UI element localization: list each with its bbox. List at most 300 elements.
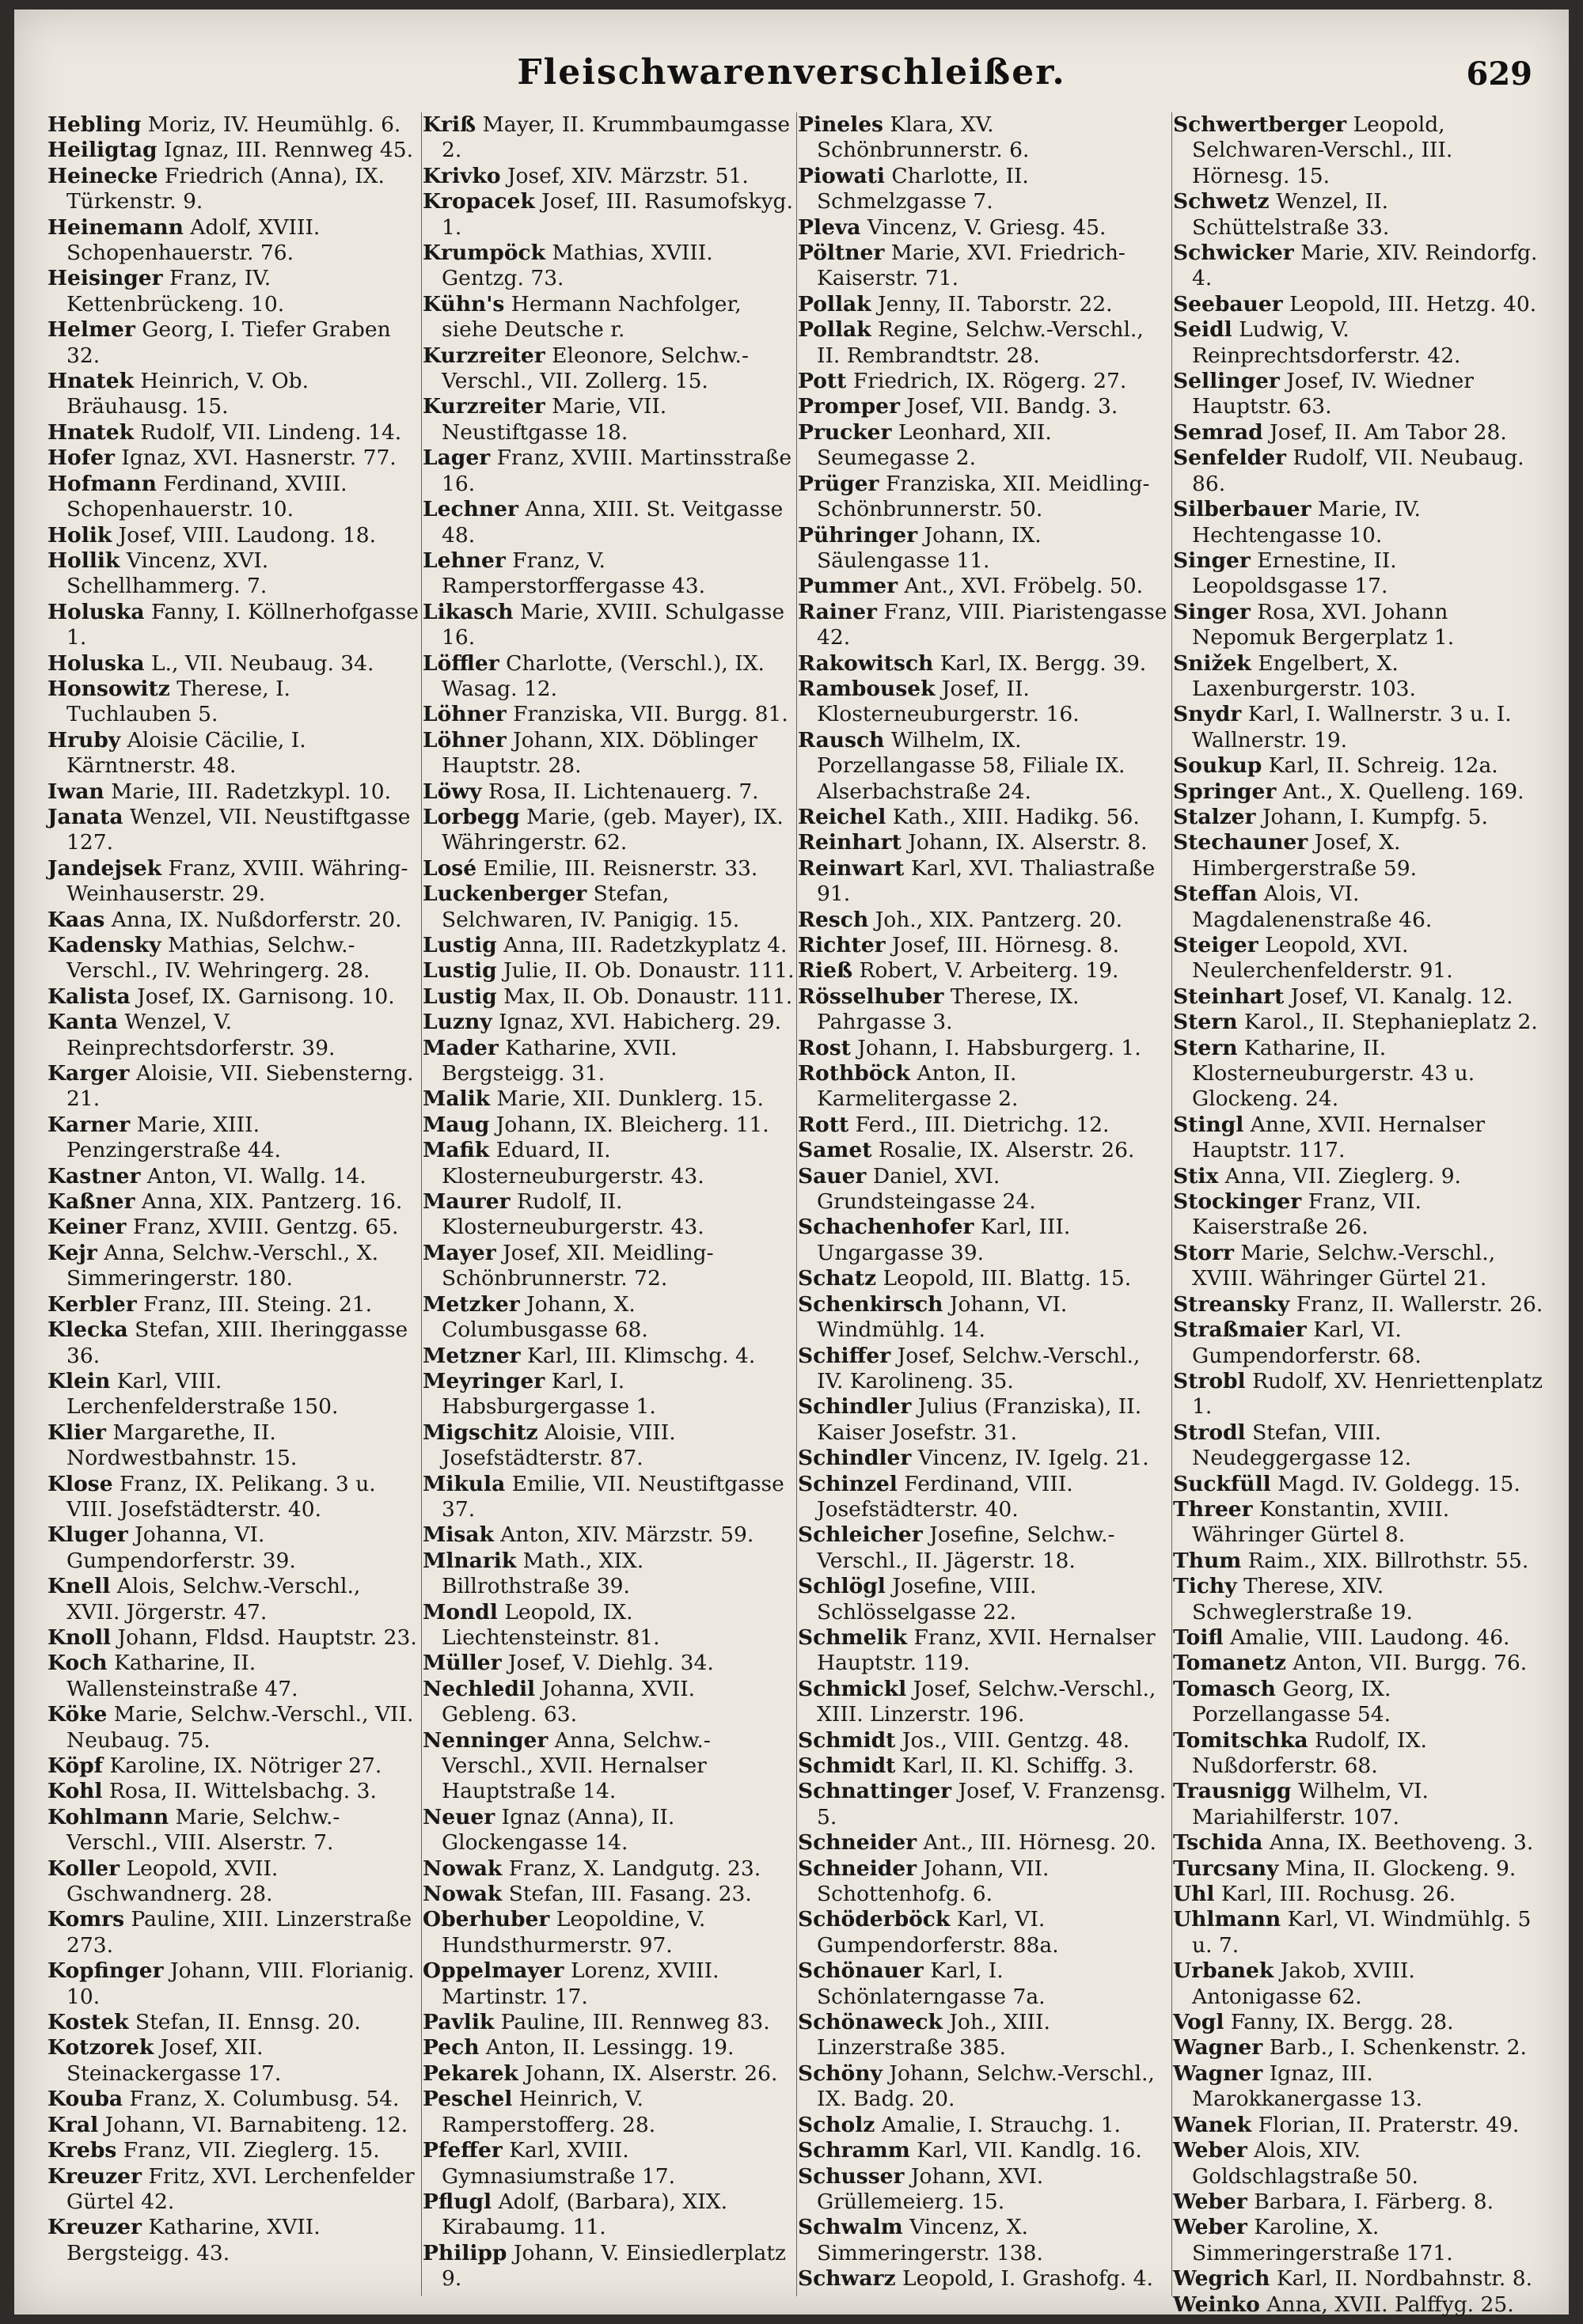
directory-entry [47,805,419,856]
entry-details: Fanny, I. Köllnerhofgasse 1. [66,599,419,650]
directory-entry [423,1420,795,1472]
directory-entry [798,1830,1170,1856]
directory-entry [1173,984,1545,1010]
directory-entry [798,420,1170,472]
entry-details: Anton, VII. Burgg. 76. [1293,1651,1528,1676]
directory-entry [798,1753,1170,1779]
entry-details: Josef, XII. Meidling-Schönbrunnerstr. 72. [442,1240,714,1291]
entry-name: Nechledil [423,1676,536,1701]
entry-details: Franz, XVIII. Währing-Weinhauserstr. 29. [66,855,408,907]
entry-details: Anna, XVII. Palffyg. 25. [1266,2292,1514,2317]
entry-name: Köke [47,1702,108,1727]
entry-details: Josef, II. Klosterneuburgerstr. 16. [817,676,1080,727]
entry-details: Ant., X. Quelleng. 169. [1282,779,1524,804]
directory-entry [1173,2292,1545,2318]
directory-page [14,9,1569,2315]
directory-entry [423,1549,795,1600]
directory-entry [1173,1779,1545,1830]
directory-entry [798,1138,1170,1163]
directory-entry [798,1061,1170,1113]
entry-name: Peschel [423,2087,513,2112]
entry-details: Joh., XIX. Pantzerg. 20. [875,907,1123,932]
entry-details: Katharine, II. Wallensteinstraße 47. [66,1651,298,1701]
entry-details: Josef, III. Rasumofskyg. 1. [442,189,793,240]
entry-details: Josef, VI. Kanalg. 12. [1290,984,1513,1009]
directory-entry [423,1241,795,1292]
entry-details: Karl, II. Kl. Schiffg. 3. [902,1753,1134,1778]
directory-entry [423,805,795,856]
directory-entry [798,472,1170,523]
directory-entry [1173,241,1545,292]
entry-name: Müller [423,1651,502,1676]
directory-entry [47,728,419,779]
entry-details: Karl, VII. Kandlg. 16. [917,2138,1142,2163]
entry-details: Math., XIX. Billrothstraße 39. [442,1548,644,1599]
entry-details: Magd. IV. Goldegg. 15. [1277,1471,1520,1496]
entry-name: Stern [1173,1010,1238,1035]
entry-name: Pühringer [798,522,918,548]
entry-details: Franz, XVIII. Martinsstraße 16. [442,445,792,496]
directory-entry [47,1241,419,1292]
entry-name: Holuska [47,650,145,676]
directory-entry [1173,651,1545,703]
entry-name: Klecka [47,1317,128,1343]
entry-details: Anna, VII. Zieglerg. 9. [1224,1163,1461,1189]
entry-details: Marie, (geb. Mayer), IX. Währingerstr. 62. [442,804,784,855]
directory-entry [47,933,419,984]
directory-entry [47,369,419,420]
directory-entry [423,1036,795,1087]
entry-details: Alois, XIV. Goldschlagstraße 50. [1192,2138,1418,2189]
directory-entry [423,1856,795,1882]
entry-details: Kath., XIII. Hadikg. 56. [892,804,1140,829]
directory-entry [798,1164,1170,1215]
entry-details: Alois, VI. Magdalenenstraße 46. [1192,881,1433,932]
directory-entry [423,2189,795,2241]
directory-entry [1173,548,1545,600]
directory-entry [1173,1420,1545,1472]
entry-name: Silberbauer [1173,497,1312,522]
entry-name: Schneider [798,1830,917,1856]
entry-name: Weber [1173,2189,1247,2214]
directory-entry [423,2087,795,2138]
entry-name: Semrad [1173,419,1263,445]
entry-details: Johann, I. Kumpfg. 5. [1262,804,1488,829]
directory-entry [1173,2010,1545,2035]
entry-details: Josefine, VIII. Schlösselgasse 22. [817,1574,1037,1625]
entry-name: Luzny [423,1010,492,1035]
entry-name: Schneider [798,1856,917,1881]
directory-entry [798,1856,1170,1908]
entry-details: Jos., VIII. Gentzg. 48. [902,1727,1130,1753]
entry-name: Kotzorek [47,2035,154,2061]
directory-entry [423,2061,795,2087]
entry-details: Adolf, XVIII. Schopenhauerstr. 76. [66,214,321,266]
entry-details: Stefan, III. Fasang. 23. [508,1882,752,1907]
entry-details: Therese, IX. Pahrgasse 3. [817,984,1080,1035]
directory-entry [423,1882,795,1907]
entry-details: Klara, XV. Schönbrunnerstr. 6. [817,112,1030,163]
entry-name: Hebling [47,112,142,137]
directory-entry [798,369,1170,394]
entry-name: Löhner [423,702,507,727]
entry-details: Stefan, Selchwaren, IV. Panigig. 15. [442,881,740,932]
entry-details: Johann, VI. Windmühlg. 14. [817,1291,1068,1343]
directory-entry [1173,2266,1545,2292]
column-divider [796,112,797,2296]
entry-name: Schinzel [798,1471,898,1496]
directory-entry [1173,292,1545,317]
directory-entry [423,933,795,958]
directory-entry [423,112,795,164]
entry-details: Leopold, I. Grashofg. 4. [902,2266,1153,2292]
directory-entry [798,1036,1170,1061]
entry-name: Piowati [798,163,885,188]
directory-entry [423,2138,795,2189]
directory-entry [47,1702,419,1753]
entry-name: Rakowitsch [798,650,934,676]
entry-name: Keiner [47,1215,127,1240]
entry-name: Straßmaier [1173,1317,1307,1343]
entry-details: Alois, Selchw.-Verschl., XVII. Jörgerstr. 47. [66,1574,361,1625]
entry-details: Lorenz, XVIII. Martinstr. 17. [442,1958,719,2009]
entry-name: Neuer [423,1804,495,1829]
entry-details: Franziska, VII. Burgg. 81. [513,702,788,727]
entry-name: Schöderböck [798,1907,951,1932]
entry-name: Weber [1173,2215,1247,2240]
directory-entry [47,2113,419,2138]
directory-entry [47,523,419,548]
directory-entry [47,266,419,317]
entry-details: Vincenz, V. Griesg. 45. [867,214,1107,240]
entry-name: Uhlmann [1173,1907,1281,1932]
entry-details: Anna, IX. Nußdorferstr. 20. [111,907,402,932]
entry-details: Georg, IX. Porzellangasse 54. [1192,1676,1391,1727]
directory-entry [798,1266,1170,1291]
entry-name: Stalzer [1173,804,1256,829]
entry-name: Strobl [1173,1368,1246,1393]
directory-entry [423,728,795,779]
entry-details: Julie, II. Ob. Donaustr. 111. [503,958,795,984]
entry-details: Josef, VIII. Laudong. 18. [118,522,377,548]
entry-name: Pflugl [423,2189,492,2214]
entry-name: Kurzreiter [423,343,545,368]
entry-name: Schleicher [798,1522,923,1548]
entry-name: Wagner [1173,2061,1263,2086]
entry-name: Weber [1173,2138,1247,2163]
directory-entry [47,1164,419,1189]
entry-name: Klein [47,1368,111,1393]
directory-entry [1173,1677,1545,1728]
directory-entry [423,651,795,703]
directory-entry [1173,1856,1545,1882]
entry-details: Anna, Selchw.-Verschl., XVII. Hernalser Hauptstraße 14. [442,1727,711,1804]
entry-name: Richter [798,933,886,957]
entry-details: Josef, Selchw.-Verschl., XIII. Linzerstr. 196. [817,1676,1156,1727]
entry-name: Promper [798,394,900,419]
entry-details: Johann, X. Columbusgasse 68. [442,1291,648,1343]
directory-entry [798,805,1170,830]
directory-entry [47,215,419,267]
directory-entry [47,2035,419,2087]
directory-entry [423,1728,795,1805]
entry-name: Schatz [798,1266,876,1291]
entry-details: Ferd., III. Dietrichg. 12. [855,1112,1110,1137]
entry-name: Koller [47,1856,120,1881]
entry-name: Urbanek [1173,1958,1274,1984]
entry-details: Anna, Selchw.-Verschl., X. Simmeringerstr. 180. [66,1240,379,1291]
entry-name: Snydr [1173,702,1242,727]
directory-entry [798,728,1170,805]
entry-name: Springer [1173,779,1277,804]
directory-entry [1173,2061,1545,2113]
entry-name: Schönauer [798,1958,924,1984]
entry-details: Leopold, III. Blattg. 15. [883,1266,1132,1291]
entry-details: Josef, X. Himbergerstraße 59. [1192,830,1418,881]
directory-entry [798,600,1170,651]
directory-columns [47,112,1543,2317]
directory-entry [798,830,1170,855]
directory-entry [798,1292,1170,1344]
entry-name: Heiligtag [47,138,158,163]
entry-name: Maurer [423,1189,511,1215]
entry-name: Stingl [1173,1112,1244,1137]
directory-entry [47,472,419,523]
column-3 [798,112,1170,2296]
entry-name: Stechauner [1173,830,1308,855]
entry-details: Regine, Selchw.-Verschl., II. Rembrandtstr. 28. [817,317,1144,368]
entry-details: Franz, V. Ramperstorffergasse 43. [442,548,706,599]
entry-details: Daniel, XVI. Grundsteingasse 24. [817,1163,1036,1215]
entry-name: Senfelder [1173,445,1286,471]
directory-entry [1173,1651,1545,1676]
directory-entry [1173,1958,1545,2010]
entry-details: Franz, VII. Zieglerg. 15. [123,2138,380,2163]
entry-name: Tomitschka [1173,1727,1308,1753]
entry-details: Karl, I. Wallnerstr. 3 u. I. Wallnerstr. 19. [1192,702,1512,753]
directory-entry [798,2010,1170,2061]
entry-details: Johann, XIX. Döblinger Hauptstr. 28. [442,727,758,779]
directory-entry [47,1215,419,1240]
entry-details: Leopold, III. Hetzg. 40. [1289,291,1537,317]
entry-details: Amalie, VIII. Laudong. 46. [1230,1625,1510,1650]
entry-details: Katharine, XVII. Bergsteigg. 31. [442,1035,678,1086]
directory-entry [1173,2189,1545,2215]
entry-details: Johann, IX. Alserstr. 26. [525,2061,778,2086]
directory-entry [798,574,1170,599]
entry-details: Hermann Nachfolger, siehe Deutsche r. [442,291,742,343]
entry-name: Resch [798,907,869,932]
entry-name: Kopfinger [47,1958,164,1984]
entry-details: Ignaz, XVI. Hasnerstr. 77. [121,445,397,471]
entry-name: Kaßner [47,1189,135,1215]
entry-details: Josef, V. Franzensg. 5. [817,1779,1167,1829]
entry-name: Kostek [47,2010,129,2035]
directory-entry [1173,1574,1545,1625]
directory-entry [1173,369,1545,420]
entry-details: Friedrich (Anna), IX. Türkenstr. 9. [66,163,385,214]
entry-name: Wagner [1173,2035,1263,2061]
entry-details: Johanna, VI. Gumpendorferstr. 39. [66,1522,296,1573]
entry-details: Johann, VIII. Florianig. 10. [66,1958,415,2009]
directory-entry [1173,1189,1545,1241]
directory-entry [423,2241,795,2292]
directory-entry [1173,805,1545,830]
entry-name: Pfeffer [423,2138,503,2163]
directory-entry [798,1215,1170,1266]
entry-name: Rost [798,1035,851,1060]
entry-name: Rausch [798,727,885,753]
directory-entry [47,420,419,445]
entry-name: Kreuzer [47,2215,142,2240]
directory-entry [423,1805,795,1856]
entry-name: Pollak [798,291,871,317]
entry-details: Johann, Selchw.-Verschl., IX. Badg. 20. [817,2061,1155,2112]
entry-name: Schramm [798,2138,910,2163]
directory-entry [1173,112,1545,189]
entry-details: Leonhard, XII. Seumegasse 2. [817,419,1052,471]
entry-details: Rudolf, IX. Nußdorferstr. 68. [1192,1727,1427,1778]
entry-details: Stefan, XIII. Iheringgasse 36. [66,1317,408,1368]
entry-details: Barb., I. Schenkenstr. 2. [1269,2035,1527,2061]
directory-entry [47,548,419,600]
directory-entry [47,1317,419,1369]
entry-details: Leopold, IX. Liechtensteinstr. 81. [442,1599,660,1650]
directory-entry [47,317,419,369]
entry-details: Rosa, XVI. Johann Nepomuk Bergerplatz 1. [1192,599,1455,650]
directory-entry [423,1600,795,1651]
entry-details: Florian, II. Praterstr. 49. [1258,2112,1520,2137]
entry-name: Kaas [47,907,105,932]
entry-name: Seebauer [1173,291,1283,317]
entry-name: Pollak [798,317,871,343]
entry-details: Friedrich, IX. Rögerg. 27. [852,369,1127,394]
entry-details: Karl, II. Schreig. 12a. [1268,753,1498,779]
entry-details: Wenzel, VII. Neustiftgasse 127. [66,804,411,855]
entry-name: Rambousek [798,676,936,701]
entry-details: Marie, XII. Dunklerg. 15. [496,1086,764,1112]
entry-name: Tomasch [1173,1676,1276,1701]
directory-entry [798,394,1170,419]
entry-name: Knell [47,1574,111,1599]
entry-details: Johann, VII. Schottenhofg. 6. [817,1856,1050,1907]
entry-details: Eduard, II. Klosterneuburgerstr. 43. [442,1138,704,1189]
directory-entry [47,908,419,933]
entry-details: Franz, X. Columbusg. 54. [129,2087,400,2112]
directory-entry [798,1779,1170,1830]
directory-entry [423,343,795,395]
entry-name: Migschitz [423,1420,538,1445]
entry-name: Wegrich [1173,2266,1270,2292]
directory-entry [423,984,795,1010]
entry-details: Johann, IX. Alserstr. 8. [908,830,1148,855]
entry-name: Losé [423,855,477,881]
entry-details: Josef, V. Diehlg. 34. [508,1651,714,1676]
directory-entry [423,1369,795,1420]
entry-name: Toifl [1173,1625,1224,1650]
entry-name: Kouba [47,2087,123,2112]
entry-details: Leopoldine, V. Hundsthurmerstr. 97. [442,1907,706,1958]
entry-name: Kurzreiter [423,394,545,419]
entry-name: Rösselhuber [798,984,944,1009]
directory-entry [47,2010,419,2035]
entry-name: Nowak [423,1882,503,1907]
directory-entry [423,1138,795,1189]
entry-details: Aloisie Cäcilie, I. Kärntnerstr. 48. [66,727,306,779]
entry-details: Konstantin, XVIII. Währinger Gürtel 8. [1192,1496,1450,1548]
directory-entry [798,2061,1170,2113]
directory-entry [423,1113,795,1138]
entry-name: Hollik [47,548,120,573]
directory-entry [47,112,419,138]
directory-entry [423,1189,795,1241]
entry-details: L., VII. Neubaug. 34. [150,650,374,676]
entry-name: Kreuzer [47,2163,142,2189]
entry-name: Threer [1173,1496,1253,1522]
entry-details: Marie, IV. Hechtengasse 10. [1192,497,1421,548]
entry-name: Heinecke [47,163,158,188]
entry-details: Mathias, XVIII. Gentzg. 73. [442,241,713,291]
directory-entry [47,1369,419,1420]
directory-entry [798,856,1170,908]
directory-entry [423,548,795,600]
entry-details: Rudolf, VII. Neubaug. 86. [1192,445,1524,496]
entry-name: Klier [47,1420,106,1445]
directory-entry [1173,600,1545,651]
entry-name: Strodl [1173,1420,1246,1445]
entry-name: Iwan [47,779,104,804]
entry-details: Karl, XVIII. Gymnasiumstraße 17. [442,2138,676,2189]
entry-details: Anne, XVII. Hernalser Hauptstr. 117. [1192,1112,1486,1163]
directory-entry [423,1677,795,1728]
entry-name: Karner [47,1112,131,1137]
entry-details: Mina, II. Glockeng. 9. [1285,1856,1517,1881]
entry-details: Karl, I. Habsburgergasse 1. [442,1368,656,1420]
entry-details: Karl, XVI. Thaliastraße 91. [817,855,1156,907]
entry-details: Stefan, VIII. Neudeggergasse 12. [1192,1420,1412,1471]
entry-details: Katharine, XVII. Bergsteigg. 43. [66,2215,321,2265]
directory-entry [47,2138,419,2163]
entry-name: Schwetz [1173,189,1270,214]
entry-details: Josef, IX. Garnisong. 10. [137,984,395,1009]
entry-name: Kejr [47,1240,97,1265]
directory-entry [798,241,1170,292]
directory-entry [423,445,795,497]
entry-details: Rosa, II. Wittelsbachg. 3. [108,1779,377,1804]
entry-details: Anna, XIII. St. Veitgasse 48. [442,497,784,548]
directory-entry [423,1010,795,1035]
entry-name: Komrs [47,1907,125,1932]
entry-name: Klose [47,1471,113,1496]
directory-entry [1173,1317,1545,1369]
entry-details: Johann, IX. Säulengasse 11. [817,522,1042,573]
entry-name: Pleva [798,214,861,240]
entry-details: Franz, VIII. Piaristengasse 42. [817,599,1167,650]
entry-details: Karl, III. Rochusg. 26. [1220,1882,1456,1907]
entry-name: Hnatek [47,419,134,445]
directory-entry [47,445,419,471]
entry-details: Franz, IX. Pelikang. 3 u. VIII. Josefstädterstr. 40. [66,1471,376,1522]
directory-entry [423,1907,795,1958]
entry-details: Franz, III. Steing. 21. [143,1291,373,1317]
column-4 [1173,112,1545,2317]
entry-details: Engelbert, X. Laxenburgerstr. 103. [1192,650,1416,701]
entry-details: Stefan, II. Ennsg. 20. [135,2010,361,2035]
entry-details: Wilhelm, VI. Mariahilferstr. 107. [1192,1779,1429,1829]
entry-details: Karol., II. Stephanieplatz 2. [1243,1010,1538,1035]
entry-name: Kerbler [47,1291,137,1317]
directory-entry [47,1958,419,2010]
